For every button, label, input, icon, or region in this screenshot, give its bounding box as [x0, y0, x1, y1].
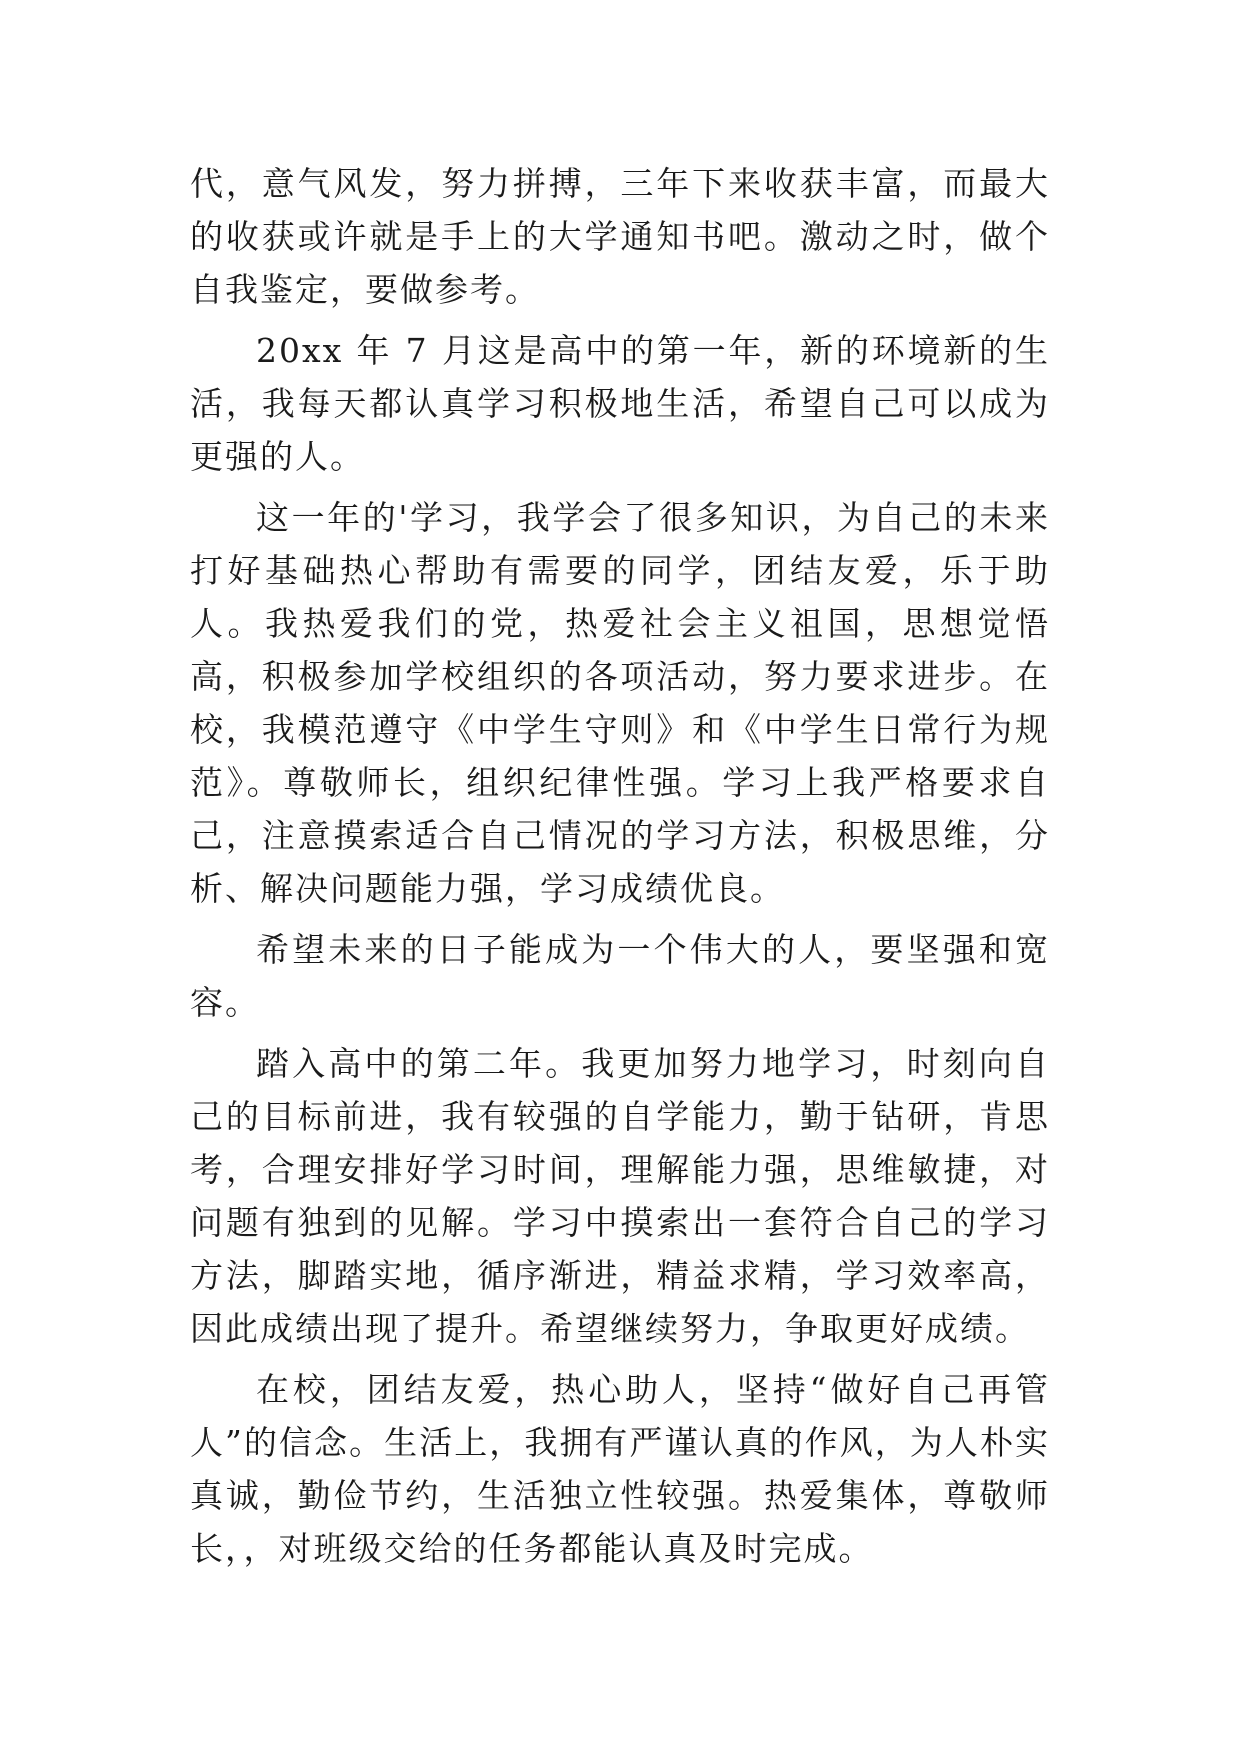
paragraph: 这一年的'学习，我学会了很多知识，为自己的未来打好基础热心帮助有需要的同学，团结友爱，乐于助人。我热爱我们的党，热爱社会主义祖国，思想觉悟高，积极参加学校组织的各项活动，努力要求进步。在校，我模范遵守《中学生守则》和《中学生日常行为规范》。尊敬师长，组织纪律性强。学习上我严格要求自己，注意摸索适合自己情况的学习方法，积极思维，分析、解决问题能力强，学习成绩优良。 — [190, 498, 1050, 908]
paragraph: 20xx 年 7 月这是高中的第一年，新的环境新的生活，我每天都认真学习积极地生活，希望自己可以成为更强的人。 — [190, 331, 1050, 476]
paragraph: 代，意气风发，努力拼搏，三年下来收获丰富，而最大的收获或许就是手上的大学通知书吧。激动之时，做个自我鉴定，要做参考。 — [190, 164, 1050, 309]
paragraph: 希望未来的日子能成为一个伟大的人，要坚强和宽容。 — [190, 930, 1050, 1022]
paragraph: 在校，团结友爱，热心助人，坚持“做好自己再管人”的信念。生活上，我拥有严谨认真的作风，为人朴实真诚，勤俭节约，生活独立性较强。热爱集体，尊敬师长，，对班级交给的任务都能认真及时完成。 — [190, 1370, 1050, 1568]
paragraph: 踏入高中的第二年。我更加努力地学习，时刻向自己的目标前进，我有较强的自学能力，勤于钻研，肯思考，合理安排好学习时间，理解能力强，思维敏捷，对问题有独到的见解。学习中摸索出一套符合自己的学习方法，脚踏实地，循序渐进，精益求精，学习效率高，因此成绩出现了提升。希望继续努力，争取更好成绩。 — [190, 1044, 1050, 1348]
document-body — [190, 157, 1050, 1583]
